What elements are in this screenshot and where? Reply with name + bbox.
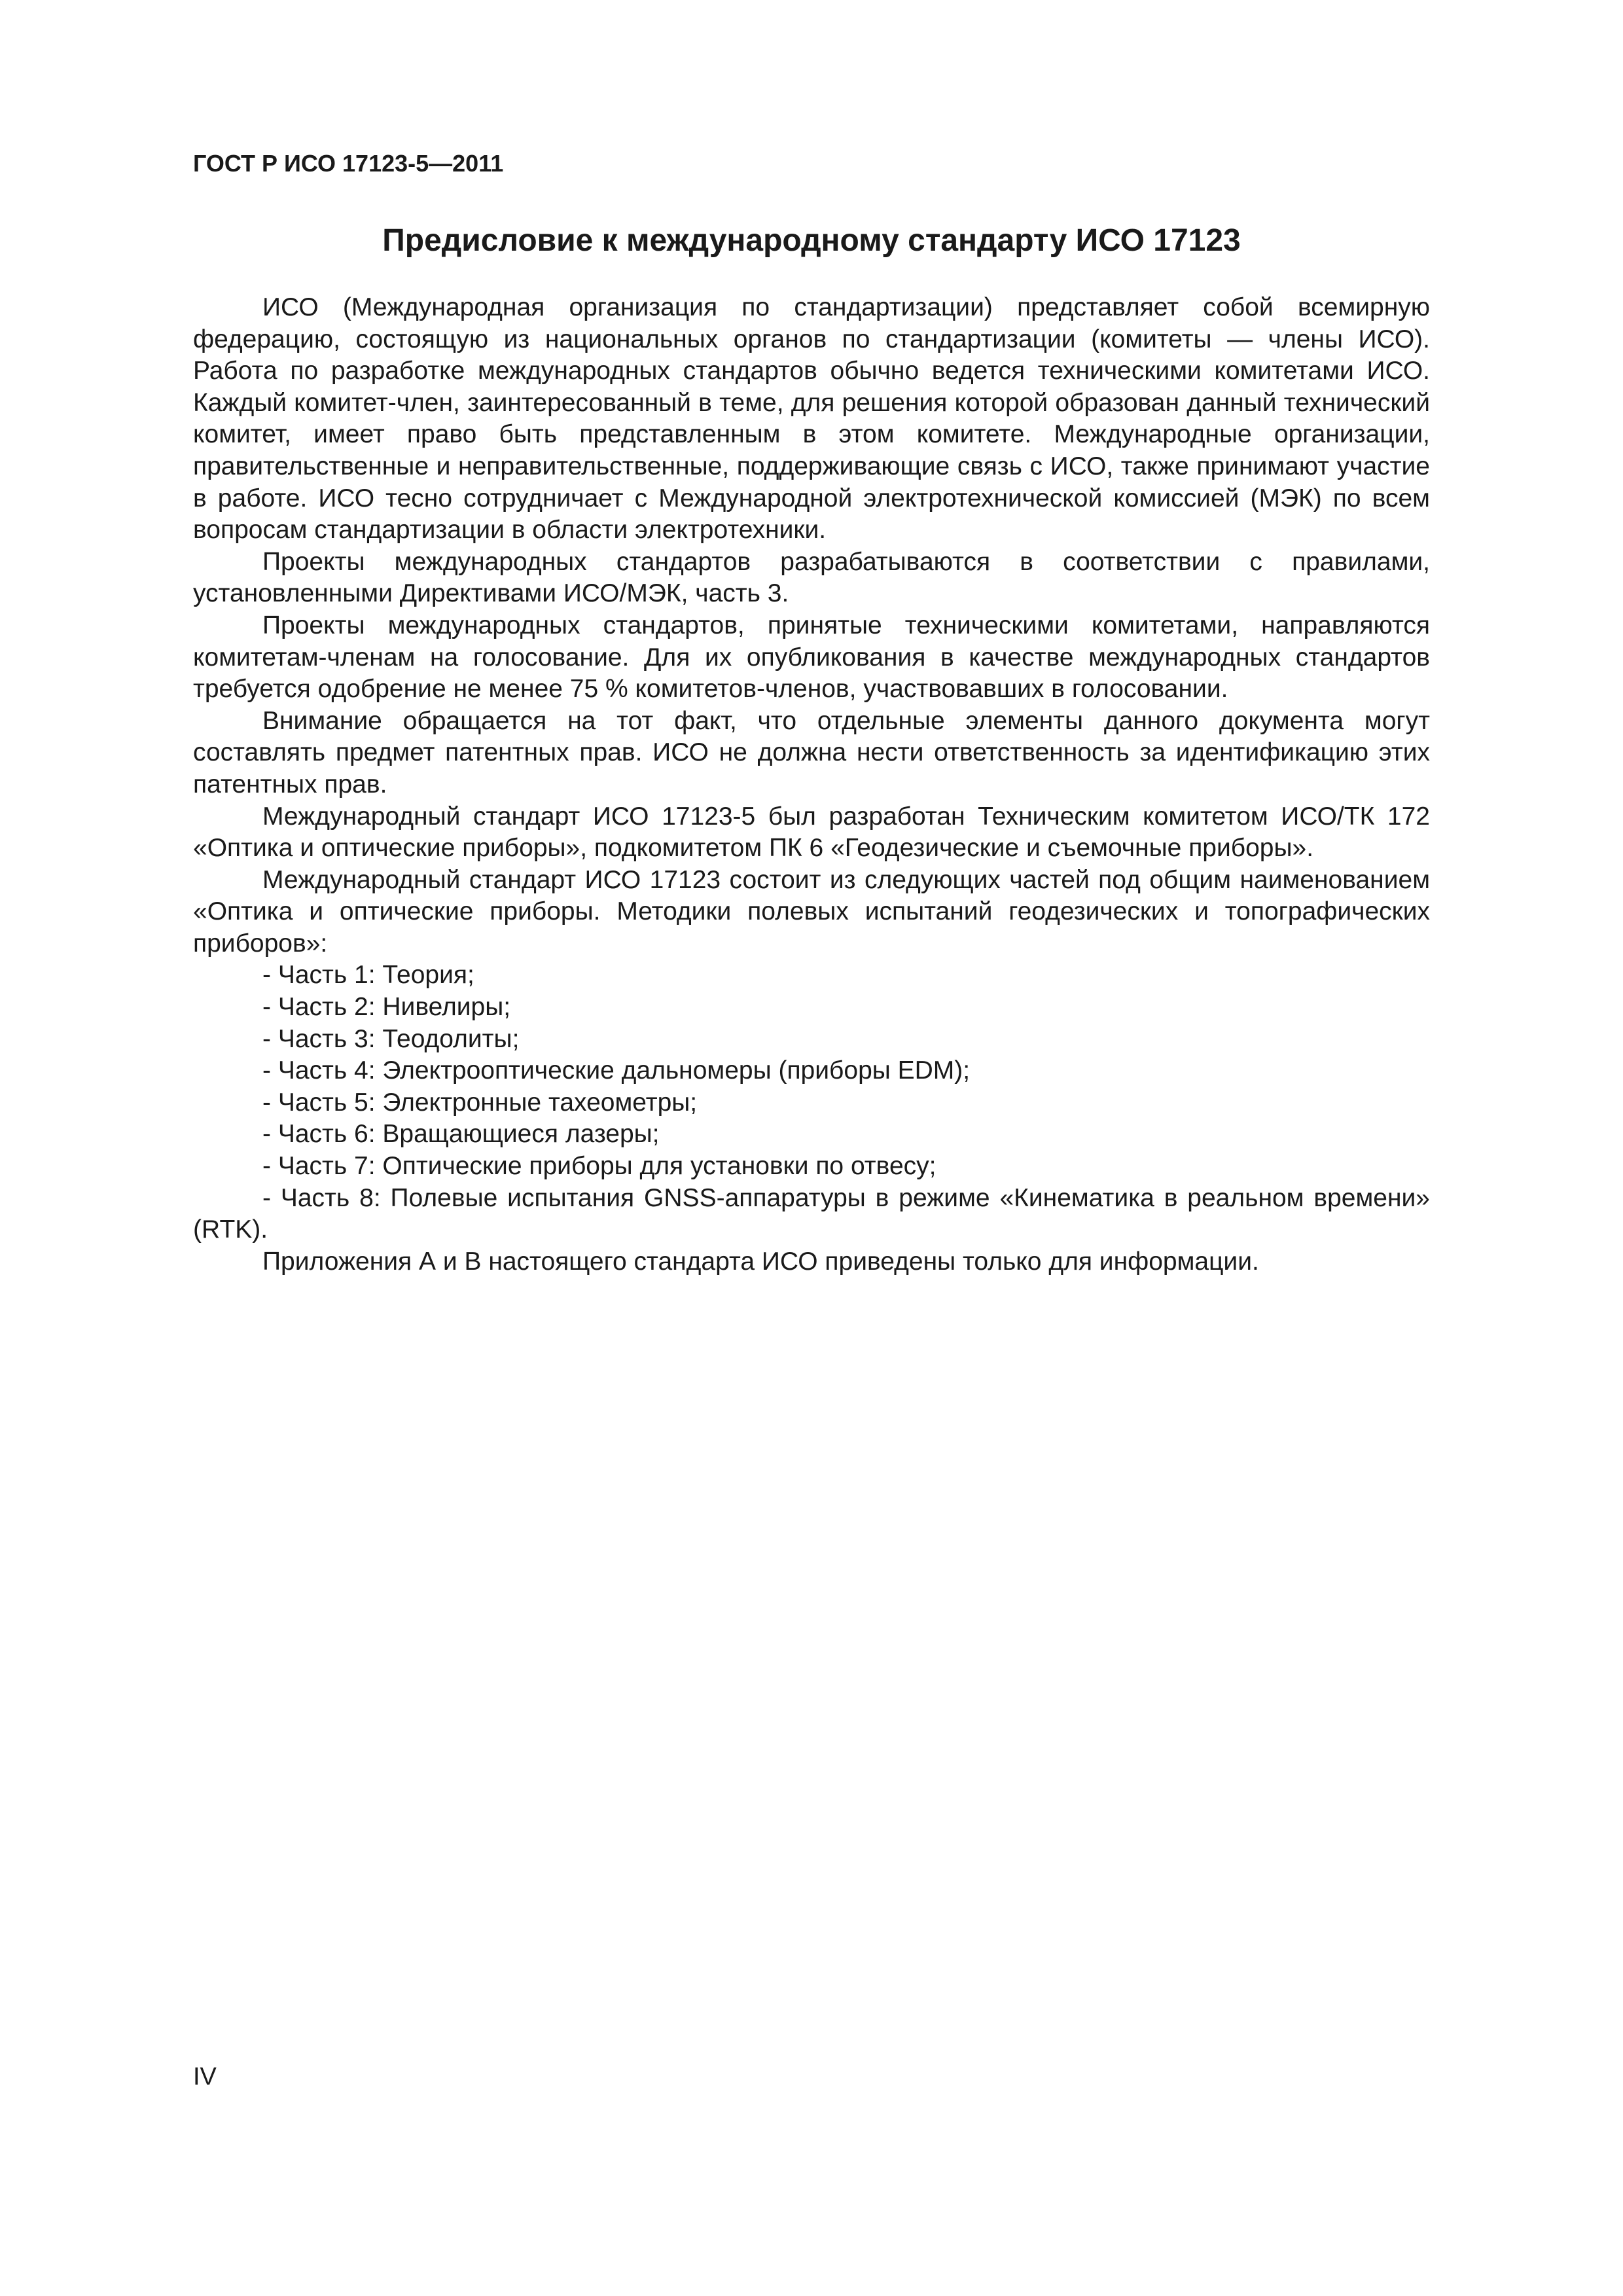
list-item: - Часть 4: Электрооптические дальномеры (приборы EDM);	[262, 1056, 971, 1085]
paragraph-parts-intro: Международный стандарт ИСО 17123 состоит из следующих частей под общим наименованием «Оптика и оптические приборы. Методики полевых испытаний геодезических и топографических приборов»:	[193, 865, 1430, 958]
list-item: - Часть 5: Электронные тахеометры;	[262, 1088, 698, 1117]
section-heading: Предисловие к международному стандарту ИСО 17123	[382, 223, 1241, 258]
list-item: - Часть 7: Оптические приборы для установки по отвесу;	[262, 1152, 936, 1181]
paragraph-voting: Проекты международных стандартов, принятые техническими комитетами, направляются комитетам-членам на голосование. Для их опубликования в качестве международных стандартов требуется одобрение не менее 75 % комитетов-членов, участвовавших в голосовании.	[193, 611, 1430, 704]
paragraph-iso-intro: ИСО (Международная организация по стандартизации) представляет собой всемирную федерацию, состоящую из национальных органов по стандартизации (комитеты — члены ИСО). Работа по разработке международных стандартов обычно ведется техническими комитетами ИСО. Каждый комитет-член, заинтересованный в теме, для решения которой образован данный технический комитет, имеет право быть представленным в этом комитете. Международные организации, правительственные и неправительственные, поддерживающие связь с ИСО, также принимают участие в работе. ИСО тесно сотрудничает с Международной электротехнической комиссией (МЭК) по всем вопросам стандартизации в области электротехники.	[193, 293, 1430, 545]
foreword-body	[193, 292, 1430, 1278]
list-item: - Часть 6: Вращающиеся лазеры;	[262, 1120, 660, 1149]
parts-list	[193, 960, 1430, 1246]
list-item: - Часть 8: Полевые испытания GNSS-аппаратуры в режиме «Кинематика в реальном времени» (RTK).	[193, 1183, 1430, 1244]
list-item: - Часть 1: Теория;	[262, 961, 474, 990]
paragraph-committee: Международный стандарт ИСО 17123-5 был разработан Техническим комитетом ИСО/ТК 172 «Оптика и оптические приборы», подкомитетом ПК 6 «Геодезические и съемочные приборы».	[193, 802, 1430, 863]
document-code-header: ГОСТ Р ИСО 17123-5—2011	[193, 150, 504, 177]
paragraph-annexes: Приложения А и В настоящего стандарта ИСО приведены только для информации.	[262, 1247, 1259, 1276]
paragraph-directives: Проекты международных стандартов разрабатываются в соответствии с правилами, установленными Директивами ИСО/МЭК, часть 3.	[193, 547, 1430, 608]
paragraph-patents: Внимание обращается на тот факт, что отдельные элементы данного документа могут составлять предмет патентных прав. ИСО не должна нести ответственность за идентификацию этих патентных прав.	[193, 706, 1430, 798]
page-number: IV	[193, 2063, 217, 2090]
list-item: - Часть 2: Нивелиры;	[262, 993, 511, 1022]
list-item: - Часть 3: Теодолиты;	[262, 1024, 520, 1053]
